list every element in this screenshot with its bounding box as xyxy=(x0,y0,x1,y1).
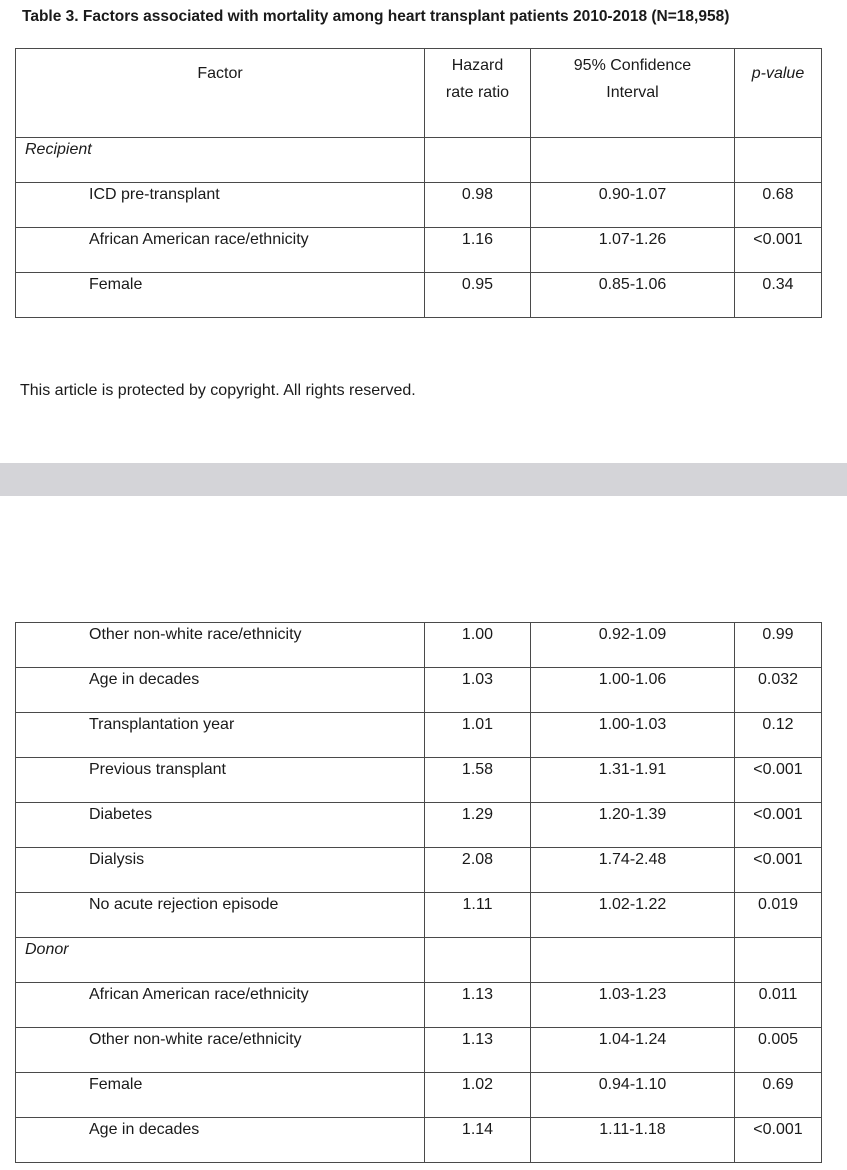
table-row xyxy=(16,273,822,318)
table-row xyxy=(16,758,822,803)
factor-cell: African American race/ethnicity xyxy=(16,228,425,273)
hazard-ratio-cell: 1.11 xyxy=(425,893,531,938)
header-pvalue-label: p-value xyxy=(751,65,805,82)
header-hazard-ratio xyxy=(425,49,531,138)
p-value-cell: 0.12 xyxy=(735,713,822,758)
header-hr-line2: rate ratio xyxy=(445,84,510,101)
empty-cell xyxy=(425,938,531,983)
factor-cell: Age in decades xyxy=(16,1118,425,1163)
copyright-notice: This article is protected by copyright. All rights reserved. xyxy=(20,382,416,399)
hazard-ratio-cell: 0.95 xyxy=(425,273,531,318)
hazard-ratio-cell: 1.00 xyxy=(425,623,531,668)
factor-cell: Previous transplant xyxy=(16,758,425,803)
table-row xyxy=(16,228,822,273)
empty-cell xyxy=(531,138,735,183)
table-row xyxy=(16,183,822,228)
hazard-ratio-cell: 1.03 xyxy=(425,668,531,713)
factor-cell: Dialysis xyxy=(16,848,425,893)
p-value-cell: 0.032 xyxy=(735,668,822,713)
hazard-ratio-cell: 1.02 xyxy=(425,1073,531,1118)
factor-cell: African American race/ethnicity xyxy=(16,983,425,1028)
hazard-ratio-cell: 1.16 xyxy=(425,228,531,273)
factor-cell: Other non-white race/ethnicity xyxy=(16,1028,425,1073)
table-row xyxy=(16,668,822,713)
table-title: Table 3. Factors associated with mortality among heart transplant patients 2010-2018 (N=18,958) xyxy=(22,8,730,25)
header-ci-line1: 95% Confidence xyxy=(573,57,692,74)
confidence-interval-cell: 0.90-1.07 xyxy=(531,183,735,228)
confidence-interval-cell: 1.74-2.48 xyxy=(531,848,735,893)
results-table-part-2 xyxy=(15,622,822,1163)
p-value-cell: <0.001 xyxy=(735,803,822,848)
confidence-interval-cell: 1.02-1.22 xyxy=(531,893,735,938)
header-factor-label: Factor xyxy=(197,65,243,82)
table-row xyxy=(16,803,822,848)
p-value-cell: <0.001 xyxy=(735,1118,822,1163)
confidence-interval-cell: 0.92-1.09 xyxy=(531,623,735,668)
empty-cell xyxy=(425,138,531,183)
header-p-value xyxy=(735,49,822,138)
page-separator xyxy=(0,463,847,496)
confidence-interval-cell: 1.07-1.26 xyxy=(531,228,735,273)
confidence-interval-cell: 1.03-1.23 xyxy=(531,983,735,1028)
p-value-cell: 0.69 xyxy=(735,1073,822,1118)
table-row xyxy=(16,1118,822,1163)
p-value-cell: 0.99 xyxy=(735,623,822,668)
factor-cell: Female xyxy=(16,273,425,318)
factor-cell: ICD pre-transplant xyxy=(16,183,425,228)
table-row xyxy=(16,893,822,938)
p-value-cell: <0.001 xyxy=(735,848,822,893)
empty-cell xyxy=(735,138,822,183)
header-ci-line2: Interval xyxy=(606,84,659,101)
confidence-interval-cell: 0.94-1.10 xyxy=(531,1073,735,1118)
hazard-ratio-cell: 0.98 xyxy=(425,183,531,228)
empty-cell xyxy=(735,938,822,983)
section-label: Recipient xyxy=(16,138,425,183)
table-row xyxy=(16,848,822,893)
p-value-cell: <0.001 xyxy=(735,228,822,273)
confidence-interval-cell: 0.85-1.06 xyxy=(531,273,735,318)
table-row xyxy=(16,623,822,668)
confidence-interval-cell: 1.11-1.18 xyxy=(531,1118,735,1163)
p-value-cell: <0.001 xyxy=(735,758,822,803)
confidence-interval-cell: 1.00-1.03 xyxy=(531,713,735,758)
factor-cell: Transplantation year xyxy=(16,713,425,758)
factor-cell: Female xyxy=(16,1073,425,1118)
header-confidence-interval xyxy=(531,49,735,138)
table-row xyxy=(16,713,822,758)
section-row xyxy=(16,938,822,983)
hazard-ratio-cell: 1.13 xyxy=(425,1028,531,1073)
table-row xyxy=(16,983,822,1028)
confidence-interval-cell: 1.00-1.06 xyxy=(531,668,735,713)
p-value-cell: 0.005 xyxy=(735,1028,822,1073)
header-factor xyxy=(16,49,425,138)
p-value-cell: 0.019 xyxy=(735,893,822,938)
hazard-ratio-cell: 1.14 xyxy=(425,1118,531,1163)
header-hr-line1: Hazard xyxy=(451,57,504,74)
section-row xyxy=(16,138,822,183)
confidence-interval-cell: 1.04-1.24 xyxy=(531,1028,735,1073)
factor-cell: Age in decades xyxy=(16,668,425,713)
hazard-ratio-cell: 2.08 xyxy=(425,848,531,893)
empty-cell xyxy=(531,938,735,983)
table-header-row xyxy=(16,49,822,138)
hazard-ratio-cell: 1.13 xyxy=(425,983,531,1028)
section-label: Donor xyxy=(16,938,425,983)
p-value-cell: 0.34 xyxy=(735,273,822,318)
p-value-cell: 0.68 xyxy=(735,183,822,228)
factor-cell: Diabetes xyxy=(16,803,425,848)
hazard-ratio-cell: 1.58 xyxy=(425,758,531,803)
confidence-interval-cell: 1.20-1.39 xyxy=(531,803,735,848)
results-table-part-1 xyxy=(15,48,822,318)
factor-cell: No acute rejection episode xyxy=(16,893,425,938)
p-value-cell: 0.011 xyxy=(735,983,822,1028)
factor-cell: Other non-white race/ethnicity xyxy=(16,623,425,668)
table-row xyxy=(16,1073,822,1118)
confidence-interval-cell: 1.31-1.91 xyxy=(531,758,735,803)
table-row xyxy=(16,1028,822,1073)
hazard-ratio-cell: 1.29 xyxy=(425,803,531,848)
hazard-ratio-cell: 1.01 xyxy=(425,713,531,758)
